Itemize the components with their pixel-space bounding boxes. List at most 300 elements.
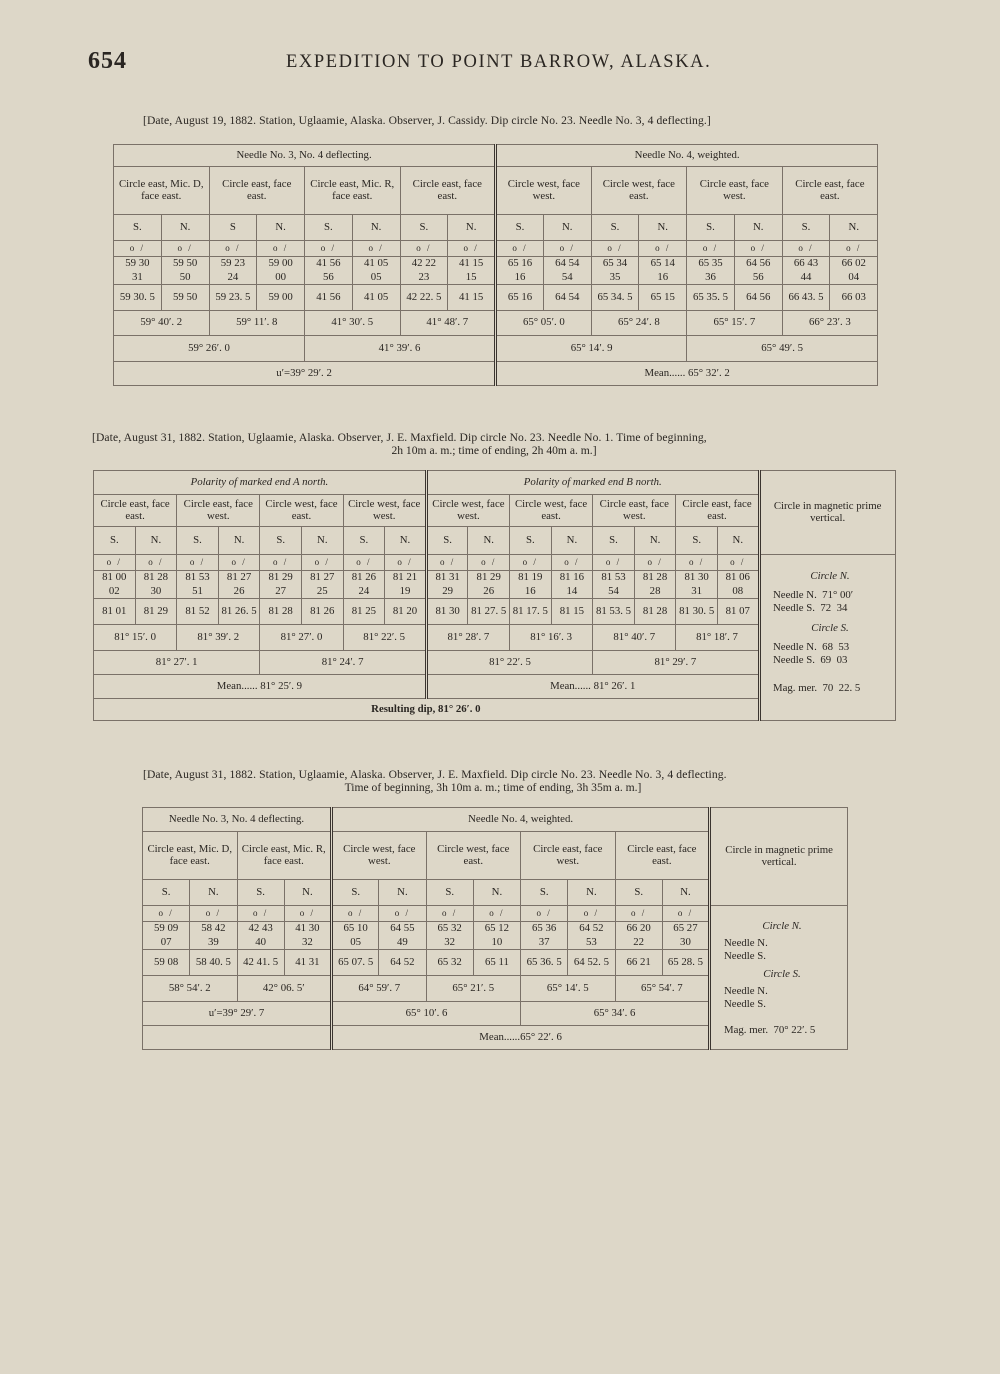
t1-degree-mark: o / bbox=[305, 241, 353, 257]
table1 bbox=[113, 144, 878, 386]
t3-mean-value: 64 52. 5 bbox=[568, 950, 615, 976]
t1-sn-label: S. bbox=[782, 215, 830, 241]
t2-sn-label: N. bbox=[634, 527, 676, 555]
t2-obs-value: 81 26 bbox=[343, 571, 385, 585]
t1-obs-value: 50 bbox=[161, 271, 209, 285]
t1-quad-mean: 59° 26′. 0 bbox=[114, 336, 305, 362]
t3-degree-mark: o / bbox=[284, 906, 331, 922]
t1-degree-mark: o / bbox=[687, 241, 735, 257]
t1-column-header: Circle east, face east. bbox=[782, 167, 878, 215]
t1-degree-mark: o / bbox=[448, 241, 496, 257]
t2-column-header: Circle west, face east. bbox=[510, 495, 593, 527]
t2-mean-value: 81 53. 5 bbox=[593, 599, 635, 625]
table3-quad: 65° 10′. 6 bbox=[332, 1002, 521, 1026]
t1-sn-label: N. bbox=[257, 215, 305, 241]
t1-column-header: Circle east, Mic. D, face east. bbox=[114, 167, 210, 215]
t3-obs-value: 53 bbox=[568, 936, 615, 950]
t2-obs-value: 08 bbox=[717, 585, 759, 599]
t1-quad-mean: 41° 39′. 6 bbox=[305, 336, 496, 362]
t2-obs-value: 27 bbox=[260, 585, 302, 599]
t3-obs-value: 58 42 bbox=[190, 922, 237, 936]
t3-mean-value: 65 11 bbox=[473, 950, 520, 976]
t2-mean-value: 81 17. 5 bbox=[510, 599, 552, 625]
t3-degree-mark: o / bbox=[332, 906, 379, 922]
t1-mean-value: 66 03 bbox=[830, 285, 878, 311]
t1-obs-value: 15 bbox=[448, 271, 496, 285]
t2-sn-label: N. bbox=[218, 527, 260, 555]
t1-obs-value: 59 23 bbox=[209, 257, 257, 271]
table2-side-n-rows: Needle N. 71° 00′ Needle S. 72 34 bbox=[773, 588, 854, 615]
t3-column-header: Circle west, face west. bbox=[332, 832, 427, 880]
table1-group-left: Needle No. 3, No. 4 deflecting. bbox=[114, 145, 496, 167]
t1-pair-mean: 66° 23′. 3 bbox=[782, 311, 878, 336]
t3-sn-label: S. bbox=[615, 880, 662, 906]
t1-sn-label: N. bbox=[830, 215, 878, 241]
t2-obs-value: 81 28 bbox=[135, 571, 177, 585]
t3-mean-value: 41 31 bbox=[284, 950, 331, 976]
t3-degree-mark: o / bbox=[568, 906, 615, 922]
t2-obs-value: 81 30 bbox=[676, 571, 718, 585]
t1-mean-value: 59 50 bbox=[161, 285, 209, 311]
t2-degree-mark: o / bbox=[94, 555, 136, 571]
t2-pair-mean: 81° 27′. 0 bbox=[260, 625, 343, 651]
t3-sn-label: S. bbox=[426, 880, 473, 906]
t1-obs-value: 00 bbox=[257, 271, 305, 285]
t3-obs-value: 32 bbox=[284, 936, 331, 950]
table3-mean: Mean......65° 22′. 6 bbox=[332, 1026, 710, 1050]
t1-degree-mark: o / bbox=[734, 241, 782, 257]
table1-group-right: Needle No. 4, weighted. bbox=[496, 145, 878, 167]
t3-obs-value: 65 10 bbox=[332, 922, 379, 936]
t2-obs-value: 29 bbox=[426, 585, 468, 599]
t2-pair-mean: 81° 22′. 5 bbox=[343, 625, 426, 651]
t3-mean-value: 58 40. 5 bbox=[190, 950, 237, 976]
t1-quad-mean: 65° 14′. 9 bbox=[496, 336, 687, 362]
t1-obs-value: 64 54 bbox=[543, 257, 591, 271]
t1-column-header: Circle east, face west. bbox=[687, 167, 783, 215]
table2-group-a-label: Polarity of marked end A north. bbox=[190, 475, 329, 488]
t1-obs-value: 41 56 bbox=[305, 257, 353, 271]
t1-mean-value: 64 56 bbox=[734, 285, 782, 311]
t1-obs-value: 65 35 bbox=[687, 257, 735, 271]
t3-degree-mark: o / bbox=[143, 906, 190, 922]
t3-pair-mean: 65° 14′. 5 bbox=[521, 976, 616, 1002]
t1-obs-value: 41 05 bbox=[352, 257, 400, 271]
t2-obs-value: 81 21 bbox=[385, 571, 427, 585]
t3-obs-value: 07 bbox=[143, 936, 190, 950]
t1-sn-label: S. bbox=[400, 215, 448, 241]
running-head: EXPEDITION TO POINT BARROW, ALASKA. bbox=[286, 52, 712, 72]
t2-obs-value: 81 27 bbox=[301, 571, 343, 585]
t1-degree-mark: o / bbox=[639, 241, 687, 257]
t3-mean-value: 42 41. 5 bbox=[237, 950, 284, 976]
table2-group-b bbox=[426, 471, 759, 495]
t3-obs-value: 65 12 bbox=[473, 922, 520, 936]
t1-sn-label: S. bbox=[305, 215, 353, 241]
t1-pair-mean: 41° 48′. 7 bbox=[400, 311, 496, 336]
t2-pair-mean: 81° 16′. 3 bbox=[510, 625, 593, 651]
t2-obs-value: 19 bbox=[385, 585, 427, 599]
t1-obs-value: 42 22 bbox=[400, 257, 448, 271]
t2-degree-mark: o / bbox=[551, 555, 593, 571]
t1-degree-mark: o / bbox=[496, 241, 544, 257]
t1-obs-value: 31 bbox=[114, 271, 162, 285]
t2-quad-mean: 81° 22′. 5 bbox=[426, 651, 592, 675]
t2-pair-mean: 81° 18′. 7 bbox=[676, 625, 759, 651]
t2-degree-mark: o / bbox=[135, 555, 177, 571]
t1-degree-mark: o / bbox=[400, 241, 448, 257]
t2-obs-value: 31 bbox=[676, 585, 718, 599]
t2-degree-mark: o / bbox=[468, 555, 510, 571]
t2-obs-value: 26 bbox=[468, 585, 510, 599]
t3-pair-mean: 58° 54′. 2 bbox=[143, 976, 238, 1002]
t1-mean-value: 42 22. 5 bbox=[400, 285, 448, 311]
t2-obs-value: 81 31 bbox=[426, 571, 468, 585]
t1-obs-value: 59 50 bbox=[161, 257, 209, 271]
t2-sn-label: S. bbox=[426, 527, 468, 555]
t2-pair-mean: 81° 39′. 2 bbox=[177, 625, 260, 651]
t2-obs-value: 54 bbox=[593, 585, 635, 599]
t1-mean-value: 66 43. 5 bbox=[782, 285, 830, 311]
t2-pair-mean: 81° 40′. 7 bbox=[593, 625, 676, 651]
table3-side-circle-s: Circle S. bbox=[763, 967, 801, 980]
t3-column-header: Circle east, face west. bbox=[521, 832, 616, 880]
t1-sn-label: N. bbox=[352, 215, 400, 241]
t1-obs-value: 44 bbox=[782, 271, 830, 285]
t3-pair-mean: 42° 06. 5′ bbox=[237, 976, 332, 1002]
t3-obs-value: 65 27 bbox=[662, 922, 709, 936]
t2-mean-value: 81 28 bbox=[260, 599, 302, 625]
t2-degree-mark: o / bbox=[260, 555, 302, 571]
t1-sn-label: N. bbox=[639, 215, 687, 241]
t3-sn-label: S. bbox=[332, 880, 379, 906]
t1-degree-mark: o / bbox=[352, 241, 400, 257]
t1-obs-value: 56 bbox=[305, 271, 353, 285]
t3-obs-value: 39 bbox=[190, 936, 237, 950]
table2-group-a bbox=[94, 471, 427, 495]
t1-column-header: Circle east, face east. bbox=[209, 167, 305, 215]
t1-obs-value: 04 bbox=[830, 271, 878, 285]
table2-group-b-label: Polarity of marked end B north. bbox=[523, 475, 662, 488]
table1-caption: [Date, August 19, 1882. Station, Uglaamie, Alaska. Observer, J. Cassidy. Dip circle No. 23. Needle No. 3, 4 deflecting.] bbox=[143, 114, 711, 127]
t3-sn-label: N. bbox=[190, 880, 237, 906]
t2-obs-value: 81 29 bbox=[260, 571, 302, 585]
t2-mean-value: 81 07 bbox=[717, 599, 759, 625]
t3-mean-value: 65 07. 5 bbox=[332, 950, 379, 976]
t2-obs-value: 81 53 bbox=[593, 571, 635, 585]
t3-degree-mark: o / bbox=[237, 906, 284, 922]
t3-obs-value: 65 32 bbox=[426, 922, 473, 936]
t2-obs-value: 81 27 bbox=[218, 571, 260, 585]
t3-degree-mark: o / bbox=[521, 906, 568, 922]
t2-degree-mark: o / bbox=[593, 555, 635, 571]
t3-obs-value: 10 bbox=[473, 936, 520, 950]
t1-sn-label: S. bbox=[496, 215, 544, 241]
t3-sn-label: N. bbox=[284, 880, 331, 906]
t1-degree-mark: o / bbox=[114, 241, 162, 257]
t3-obs-value: 64 55 bbox=[379, 922, 426, 936]
t2-mean-value: 81 26 bbox=[301, 599, 343, 625]
t2-mean-value: 81 30. 5 bbox=[676, 599, 718, 625]
t1-sn-label: N. bbox=[448, 215, 496, 241]
t3-degree-mark: o / bbox=[473, 906, 520, 922]
t1-mean-value: 65 35. 5 bbox=[687, 285, 735, 311]
t3-obs-value: 40 bbox=[237, 936, 284, 950]
t2-sn-label: S. bbox=[177, 527, 219, 555]
t1-sn-label: S. bbox=[687, 215, 735, 241]
table3-group-left: Needle No. 3, No. 4 deflecting. bbox=[143, 808, 332, 832]
t2-obs-value: 81 28 bbox=[634, 571, 676, 585]
t2-column-header: Circle west, face west. bbox=[343, 495, 426, 527]
t1-obs-value: 36 bbox=[687, 271, 735, 285]
t3-sn-label: N. bbox=[473, 880, 520, 906]
table3-side-n-rows: Needle N. Needle S. bbox=[724, 936, 768, 963]
t1-sn-label: N. bbox=[543, 215, 591, 241]
t2-pair-mean: 81° 15′. 0 bbox=[94, 625, 177, 651]
t1-obs-value: 59 30 bbox=[114, 257, 162, 271]
t2-sn-label: S. bbox=[593, 527, 635, 555]
t2-obs-value: 26 bbox=[218, 585, 260, 599]
t1-degree-mark: o / bbox=[543, 241, 591, 257]
table3-caption-line1: [Date, August 31, 1882. Station, Uglaamie, Alaska. Observer, J. E. Maxfield. Dip circle No. 23. Needle No. 3, 4 deflecting. bbox=[143, 768, 727, 781]
t3-sn-label: N. bbox=[662, 880, 709, 906]
t2-obs-value: 28 bbox=[634, 585, 676, 599]
table2-mean-b: Mean...... 81° 26′. 1 bbox=[426, 675, 759, 699]
t2-mean-value: 81 28 bbox=[634, 599, 676, 625]
t2-column-header: Circle west, face east. bbox=[260, 495, 343, 527]
table2-side-header: Circle in magnetic prime vertical. bbox=[759, 471, 895, 555]
t3-obs-value: 30 bbox=[662, 936, 709, 950]
table3-side-header: Circle in magnetic prime vertical. bbox=[710, 808, 848, 906]
t3-degree-mark: o / bbox=[615, 906, 662, 922]
t1-mean-value: 65 15 bbox=[639, 285, 687, 311]
t1-mean-value: 59 30. 5 bbox=[114, 285, 162, 311]
t1-mean-value: 59 00 bbox=[257, 285, 305, 311]
t1-mean-value: 59 23. 5 bbox=[209, 285, 257, 311]
t1-obs-value: 24 bbox=[209, 271, 257, 285]
t2-obs-value: 16 bbox=[510, 585, 552, 599]
t3-column-header: Circle west, face east. bbox=[426, 832, 521, 880]
t3-sn-label: S. bbox=[143, 880, 190, 906]
t1-mean-value: 65 16 bbox=[496, 285, 544, 311]
t2-sn-label: S. bbox=[343, 527, 385, 555]
table3-side-s-rows: Needle N. Needle S. bbox=[724, 984, 768, 1011]
t3-mean-value: 65 36. 5 bbox=[521, 950, 568, 976]
t3-column-header: Circle east, Mic. D, face east. bbox=[143, 832, 238, 880]
t1-degree-mark: o / bbox=[591, 241, 639, 257]
t3-obs-value: 42 43 bbox=[237, 922, 284, 936]
t3-mean-value: 64 52 bbox=[379, 950, 426, 976]
t3-column-header: Circle east, face east. bbox=[615, 832, 710, 880]
t1-pair-mean: 41° 30′. 5 bbox=[305, 311, 401, 336]
table3-result-left: u′=39° 29′. 7 bbox=[143, 1002, 332, 1026]
t2-column-header: Circle east, face east. bbox=[94, 495, 177, 527]
t2-quad-mean: 81° 29′. 7 bbox=[593, 651, 759, 675]
table2-resulting-dip-text: Resulting dip, 81° 26′. 0 bbox=[371, 702, 481, 715]
t2-obs-value: 81 06 bbox=[717, 571, 759, 585]
t1-sn-label: S. bbox=[114, 215, 162, 241]
t2-sn-label: N. bbox=[717, 527, 759, 555]
table3-quad: 65° 34′. 6 bbox=[521, 1002, 710, 1026]
t2-obs-value: 81 29 bbox=[468, 571, 510, 585]
t2-mean-value: 81 26. 5 bbox=[218, 599, 260, 625]
t2-column-header: Circle east, face west. bbox=[593, 495, 676, 527]
t2-quad-mean: 81° 27′. 1 bbox=[94, 651, 260, 675]
t2-mean-value: 81 01 bbox=[94, 599, 136, 625]
t2-degree-mark: o / bbox=[343, 555, 385, 571]
t2-degree-mark: o / bbox=[301, 555, 343, 571]
t1-obs-value: 65 16 bbox=[496, 257, 544, 271]
t1-obs-value: 66 43 bbox=[782, 257, 830, 271]
t2-obs-value: 24 bbox=[343, 585, 385, 599]
table2-side-mag: Mag. mer. 70 22. 5 bbox=[773, 681, 861, 694]
t2-sn-label: S. bbox=[676, 527, 718, 555]
t1-sn-label: N. bbox=[734, 215, 782, 241]
t2-mean-value: 81 30 bbox=[426, 599, 468, 625]
t3-degree-mark: o / bbox=[190, 906, 237, 922]
table2-resulting-dip bbox=[94, 699, 760, 721]
t1-column-header: Circle east, face east. bbox=[400, 167, 496, 215]
t1-obs-value: 23 bbox=[400, 271, 448, 285]
t3-obs-value: 49 bbox=[379, 936, 426, 950]
t3-column-header: Circle east, Mic. R, face east. bbox=[237, 832, 332, 880]
t1-column-header: Circle west, face east. bbox=[591, 167, 687, 215]
t1-obs-value: 65 14 bbox=[639, 257, 687, 271]
t1-obs-value: 16 bbox=[639, 271, 687, 285]
t2-column-header: Circle east, face west. bbox=[177, 495, 260, 527]
t2-obs-value: 81 19 bbox=[510, 571, 552, 585]
t1-obs-value: 64 56 bbox=[734, 257, 782, 271]
table3-group-right: Needle No. 4, weighted. bbox=[332, 808, 710, 832]
t1-degree-mark: o / bbox=[830, 241, 878, 257]
t2-mean-value: 81 15 bbox=[551, 599, 593, 625]
t2-obs-value: 25 bbox=[301, 585, 343, 599]
t2-degree-mark: o / bbox=[218, 555, 260, 571]
t1-degree-mark: o / bbox=[257, 241, 305, 257]
t3-obs-value: 59 09 bbox=[143, 922, 190, 936]
table2-side-circle-s: Circle S. bbox=[811, 621, 849, 634]
t2-degree-mark: o / bbox=[676, 555, 718, 571]
t3-obs-value: 32 bbox=[426, 936, 473, 950]
t3-pair-mean: 64° 59′. 7 bbox=[332, 976, 427, 1002]
t2-obs-value: 51 bbox=[177, 585, 219, 599]
t1-degree-mark: o / bbox=[209, 241, 257, 257]
t2-quad-mean: 81° 24′. 7 bbox=[260, 651, 426, 675]
t2-degree-mark: o / bbox=[177, 555, 219, 571]
t3-obs-value: 37 bbox=[521, 936, 568, 950]
t2-degree-mark: o / bbox=[717, 555, 759, 571]
t1-degree-mark: o / bbox=[782, 241, 830, 257]
t2-mean-value: 81 25 bbox=[343, 599, 385, 625]
table1-result-left: u′=39° 29′. 2 bbox=[114, 362, 496, 386]
t1-obs-value: 54 bbox=[543, 271, 591, 285]
t1-column-header: Circle west, face west. bbox=[496, 167, 592, 215]
t1-sn-label: N. bbox=[161, 215, 209, 241]
table3-blank bbox=[143, 1026, 332, 1050]
t1-obs-value: 35 bbox=[591, 271, 639, 285]
table3-caption-line2: Time of beginning, 3h 10m a. m.; time of ending, 3h 35m a. m.] bbox=[344, 781, 642, 794]
t1-obs-value: 41 15 bbox=[448, 257, 496, 271]
t2-degree-mark: o / bbox=[510, 555, 552, 571]
table2-mean-a: Mean...... 81° 25′. 9 bbox=[94, 675, 427, 699]
t1-obs-value: 56 bbox=[734, 271, 782, 285]
t3-obs-value: 64 52 bbox=[568, 922, 615, 936]
t3-sn-label: S. bbox=[521, 880, 568, 906]
t3-degree-mark: o / bbox=[426, 906, 473, 922]
t2-obs-value: 02 bbox=[94, 585, 136, 599]
t1-quad-mean: 65° 49′. 5 bbox=[687, 336, 878, 362]
t3-pair-mean: 65° 54′. 7 bbox=[615, 976, 710, 1002]
t3-obs-value: 22 bbox=[615, 936, 662, 950]
t1-pair-mean: 65° 05′. 0 bbox=[496, 311, 592, 336]
t2-obs-value: 30 bbox=[135, 585, 177, 599]
t2-degree-mark: o / bbox=[385, 555, 427, 571]
t2-degree-mark: o / bbox=[634, 555, 676, 571]
t2-sn-label: N. bbox=[551, 527, 593, 555]
t3-obs-value: 41 30 bbox=[284, 922, 331, 936]
t3-sn-label: N. bbox=[568, 880, 615, 906]
t2-obs-value: 81 53 bbox=[177, 571, 219, 585]
t3-obs-value: 05 bbox=[332, 936, 379, 950]
t1-mean-value: 41 15 bbox=[448, 285, 496, 311]
t1-pair-mean: 59° 11′. 8 bbox=[209, 311, 305, 336]
t2-sn-label: N. bbox=[468, 527, 510, 555]
t2-sn-label: N. bbox=[135, 527, 177, 555]
table2-caption-line1: [Date, August 31, 1882. Station, Uglaamie, Alaska. Observer, J. E. Maxfield. Dip circle No. 23. Needle No. 1. Time of beginning, bbox=[92, 431, 707, 444]
t2-degree-mark: o / bbox=[426, 555, 468, 571]
t2-obs-value: 14 bbox=[551, 585, 593, 599]
table2-side-circle-n: Circle N. bbox=[810, 570, 850, 582]
t1-column-header: Circle east, Mic. R, face east. bbox=[305, 167, 401, 215]
table2-caption-line2: 2h 10m a. m.; time of ending, 2h 40m a. m.] bbox=[391, 444, 597, 457]
t1-obs-value: 66 02 bbox=[830, 257, 878, 271]
t2-obs-value: 81 16 bbox=[551, 571, 593, 585]
t2-mean-value: 81 20 bbox=[385, 599, 427, 625]
t1-pair-mean: 65° 24′. 8 bbox=[591, 311, 687, 336]
t2-sn-label: S. bbox=[94, 527, 136, 555]
t3-degree-mark: o / bbox=[379, 906, 426, 922]
t2-sn-label: N. bbox=[385, 527, 427, 555]
t3-sn-label: S. bbox=[237, 880, 284, 906]
t3-sn-label: N. bbox=[379, 880, 426, 906]
table3-side-panel bbox=[718, 920, 846, 1039]
table2-side-s-rows: Needle N. 68 53 Needle S. 69 03 bbox=[773, 640, 850, 667]
t3-mean-value: 66 21 bbox=[615, 950, 662, 976]
t2-sn-label: S. bbox=[510, 527, 552, 555]
table3-side-circle-n: Circle N. bbox=[762, 920, 802, 932]
t2-sn-label: S. bbox=[260, 527, 302, 555]
t1-sn-label: S bbox=[209, 215, 257, 241]
table3-side-mag: Mag. mer. 70° 22′. 5 bbox=[724, 1023, 816, 1036]
t2-sn-label: N. bbox=[301, 527, 343, 555]
t3-obs-value: 66 20 bbox=[615, 922, 662, 936]
table2-side-panel bbox=[767, 570, 893, 697]
table1-result-right: Mean...... 65° 32′. 2 bbox=[496, 362, 878, 386]
t2-pair-mean: 81° 28′. 7 bbox=[426, 625, 509, 651]
t1-obs-value: 65 34 bbox=[591, 257, 639, 271]
t2-column-header: Circle east, face east. bbox=[676, 495, 759, 527]
t3-mean-value: 59 08 bbox=[143, 950, 190, 976]
t2-mean-value: 81 27. 5 bbox=[468, 599, 510, 625]
t1-mean-value: 64 54 bbox=[543, 285, 591, 311]
t1-mean-value: 65 34. 5 bbox=[591, 285, 639, 311]
t2-mean-value: 81 29 bbox=[135, 599, 177, 625]
t1-sn-label: S. bbox=[591, 215, 639, 241]
t2-mean-value: 81 52 bbox=[177, 599, 219, 625]
t1-pair-mean: 65° 15′. 7 bbox=[687, 311, 783, 336]
t3-degree-mark: o / bbox=[662, 906, 709, 922]
t1-obs-value: 05 bbox=[352, 271, 400, 285]
